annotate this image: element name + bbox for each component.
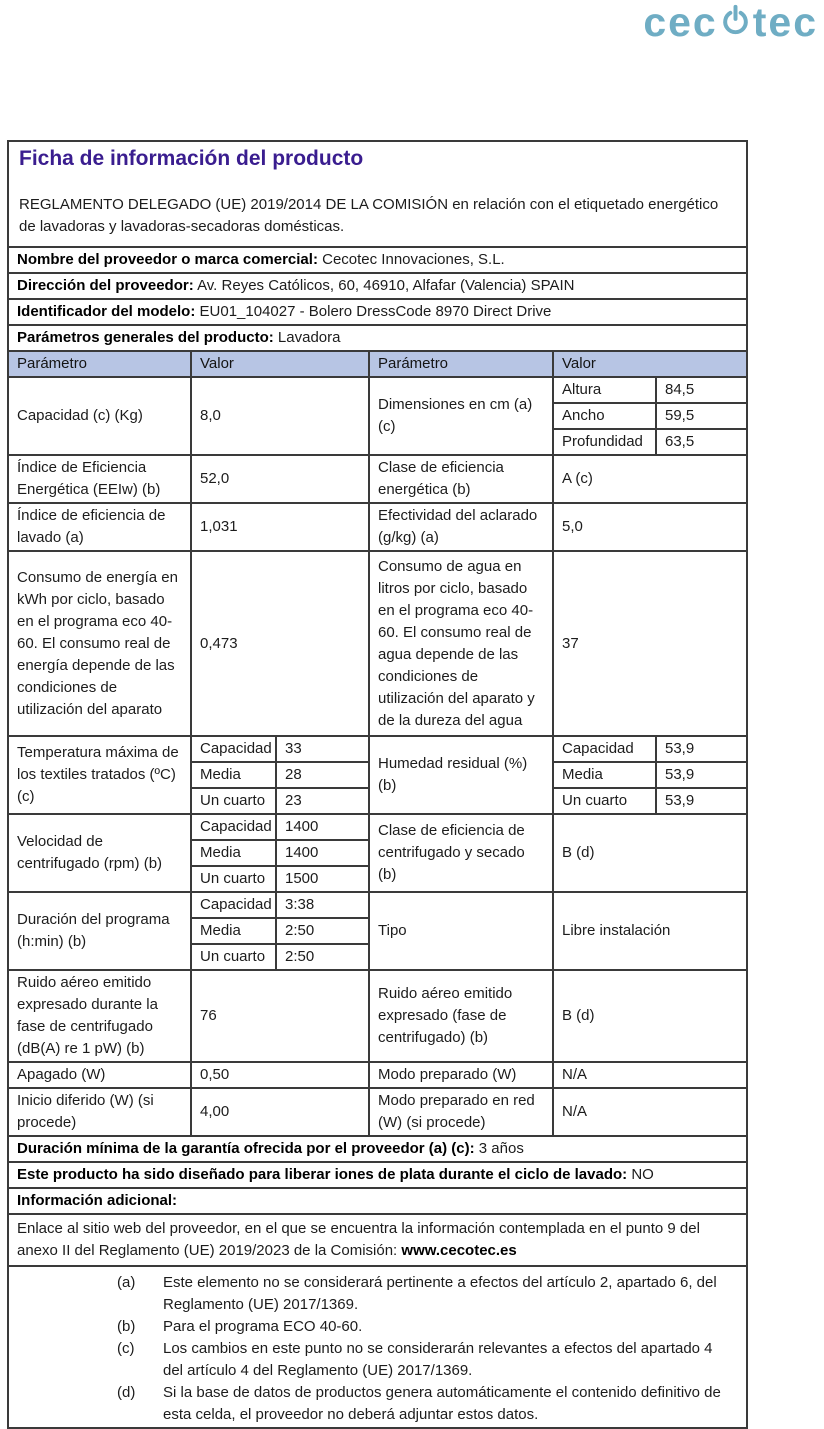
spin-class-value: B (d) [553,814,747,892]
wash-index-value: 1,031 [191,503,369,551]
humidity-key: Capacidad [553,736,656,762]
dimension-value: 63,5 [656,429,747,455]
link-description: Enlace al sitio web del proveedor, en el que se encuentra la información contemplada en el punto 9 del anexo II del Reglamento (UE) 2019/2023 de la Comisión: [17,1220,700,1259]
off-mode-row [8,1062,747,1088]
warranty-row [8,1136,747,1162]
delayed-start-value: 4,00 [191,1088,369,1136]
eei-label: Índice de Eficiencia Energética (EEIw) (b) [8,455,191,503]
energy-consumption-label: Consumo de energía en kWh por ciclo, basado en el programa eco 40-60. El consumo real de energía depende de las condiciones de utilización del aparato [8,551,191,736]
max-temp-value: 23 [276,788,369,814]
footnote-text: Los cambios en este punto no se considerarán relevantes a efectos del apartado 4 del artículo 4 del Reglamento (UE) 2017/1369. [163,1340,713,1379]
eei-row [8,455,747,503]
cecotec-logo [643,0,818,44]
wash-index-row [8,503,747,551]
supplier-name-cell [8,247,747,273]
noise-row [8,970,747,1062]
field-value: EU01_104027 - Bolero DressCode 8970 Direct Drive [199,303,552,320]
max-temp-key: Media [191,762,276,788]
capacity-value: 8,0 [191,377,369,455]
field-value: NO [631,1166,654,1183]
spin-speed-key: Capacidad [191,814,276,840]
header-valor-left: Valor [191,351,369,377]
footnote-b [17,1316,738,1338]
silver-ions-cell [8,1162,747,1188]
max-temp-key: Capacidad [191,736,276,762]
max-temp-key: Un cuarto [191,788,276,814]
field-value: Lavadora [277,329,341,346]
footnote-key: (b) [117,1318,136,1335]
capacity-dimensions-row [8,377,747,403]
footnotes-cell [8,1266,747,1428]
supplier-address-cell [8,273,747,299]
noise-class-value: B (d) [553,970,747,1062]
duration-key: Capacidad [191,892,276,918]
header-parametro-right: Parámetro [369,351,553,377]
spin-class-label: Clase de eficiencia de centrifugado y secado (b) [369,814,553,892]
noise-class-label: Ruido aéreo emitido expresado (fase de centrifugado) (b) [369,970,553,1062]
wash-index-label: Índice de eficiencia de lavado (a) [8,503,191,551]
title-cell [8,141,747,247]
duration-key: Media [191,918,276,944]
delayed-start-label: Inicio diferido (W) (si procede) [8,1088,191,1136]
energy-class-label: Clase de eficiencia energética (b) [369,455,553,503]
energy-consumption-value: 0,473 [191,551,369,736]
duration-value: 2:50 [276,918,369,944]
spin-speed-value: 1400 [276,814,369,840]
website-link-cell [8,1214,747,1266]
field-label: Parámetros generales del producto: [17,329,274,346]
dimension-value: 59,5 [656,403,747,429]
humidity-key: Un cuarto [553,788,656,814]
power-icon [720,3,751,40]
spin-speed-row [8,814,747,840]
eei-value: 52,0 [191,455,369,503]
max-temp-value: 33 [276,736,369,762]
logo-text-left: cec [643,0,718,45]
max-temp-label: Temperatura máxima de los textiles tratados (ºC) (c) [8,736,191,814]
water-consumption-value: 37 [553,551,747,736]
general-params-cell [8,325,747,351]
consumption-row [8,551,747,736]
spin-speed-value: 1400 [276,840,369,866]
field-label: Identificador del modelo: [17,303,196,320]
humidity-value: 53,9 [656,788,747,814]
standby-label: Modo preparado (W) [369,1062,553,1088]
field-value: 3 años [478,1140,524,1157]
silver-ions-row [8,1162,747,1188]
duration-label: Duración del programa (h:min) (b) [8,892,191,970]
product-fiche-table [7,140,748,1429]
rinse-label: Efectividad del aclarado (g/kg) (a) [369,503,553,551]
model-id-cell [8,299,747,325]
field-label: Duración mínima de la garantía ofrecida por el proveedor (a) (c): [17,1140,475,1157]
humidity-value: 53,9 [656,762,747,788]
warranty-cell [8,1136,747,1162]
rinse-value: 5,0 [553,503,747,551]
general-params-row [8,325,747,351]
capacity-label: Capacidad (c) (Kg) [8,377,191,455]
page-title: Ficha de información del producto [19,147,364,170]
title-row [8,141,747,247]
supplier-website-link[interactable]: www.cecotec.es [401,1242,517,1259]
humidity-value: 53,9 [656,736,747,762]
footnote-key: (d) [117,1384,136,1401]
supplier-name-row [8,247,747,273]
field-label: Nombre del proveedor o marca comercial: [17,251,318,268]
field-value: Cecotec Innovaciones, S.L. [322,251,505,268]
duration-key: Un cuarto [191,944,276,970]
spin-speed-key: Media [191,840,276,866]
header-parametro-left: Parámetro [8,351,191,377]
duration-value: 3:38 [276,892,369,918]
dimension-key: Altura [553,377,656,403]
table-header-row [8,351,747,377]
footnote-text: Para el programa ECO 40-60. [163,1318,363,1335]
supplier-address-row [8,273,747,299]
footnote-key: (c) [117,1340,135,1357]
spin-speed-label: Velocidad de centrifugado (rpm) (b) [8,814,191,892]
dimension-key: Ancho [553,403,656,429]
regulation-intro: REGLAMENTO DELEGADO (UE) 2019/2014 DE LA COMISIÓN en relación con el etiquetado energético de lavadoras y lavadoras-secadoras domésticas. [19,196,719,235]
duration-value: 2:50 [276,944,369,970]
max-temp-value: 28 [276,762,369,788]
model-id-row [8,299,747,325]
delayed-start-row [8,1088,747,1136]
noise-value: 76 [191,970,369,1062]
off-mode-label: Apagado (W) [8,1062,191,1088]
footnote-text: Si la base de datos de productos genera automáticamente el contenido definitivo de esta celda, el proveedor no deberá adjuntar estos datos. [163,1384,721,1423]
footnotes-row [8,1266,747,1428]
max-temp-humidity-row [8,736,747,762]
water-consumption-label: Consumo de agua en litros por ciclo, basado en el programa eco 40-60. El consumo real de agua depende de las condiciones de utilización del aparato y de la dureza del agua [369,551,553,736]
footnote-text: Este elemento no se considerará pertinente a efectos del artículo 2, apartado 6, del Reglamento (UE) 2017/1369. [163,1274,717,1313]
logo-text-right: tec [752,0,818,45]
spin-speed-key: Un cuarto [191,866,276,892]
footnote-key: (a) [117,1274,136,1291]
dimensions-label: Dimensiones en cm (a) (c) [369,377,553,455]
standby-value: N/A [553,1062,747,1088]
type-value: Libre instalación [553,892,747,970]
field-label: Información adicional: [17,1192,178,1209]
dimension-key: Profundidad [553,429,656,455]
additional-info-cell [8,1188,747,1214]
footnote-a [17,1272,738,1316]
type-label: Tipo [369,892,553,970]
spin-speed-value: 1500 [276,866,369,892]
noise-label: Ruido aéreo emitido expresado durante la fase de centrifugado (dB(A) re 1 pW) (b) [8,970,191,1062]
dimension-value: 84,5 [656,377,747,403]
field-value: Av. Reyes Católicos, 60, 46910, Alfafar (Valencia) SPAIN [197,277,575,294]
humidity-key: Media [553,762,656,788]
field-label: Este producto ha sido diseñado para liberar iones de plata durante el ciclo de lavado: [17,1166,628,1183]
header-valor-right: Valor [553,351,747,377]
off-mode-value: 0,50 [191,1062,369,1088]
footnote-d [17,1382,738,1426]
field-label: Dirección del proveedor: [17,277,194,294]
website-link-row [8,1214,747,1266]
energy-class-value: A (c) [553,455,747,503]
network-standby-label: Modo preparado en red (W) (si procede) [369,1088,553,1136]
program-duration-row [8,892,747,918]
network-standby-value: N/A [553,1088,747,1136]
footnote-c [17,1338,738,1382]
humidity-label: Humedad residual (%) (b) [369,736,553,814]
additional-info-row [8,1188,747,1214]
